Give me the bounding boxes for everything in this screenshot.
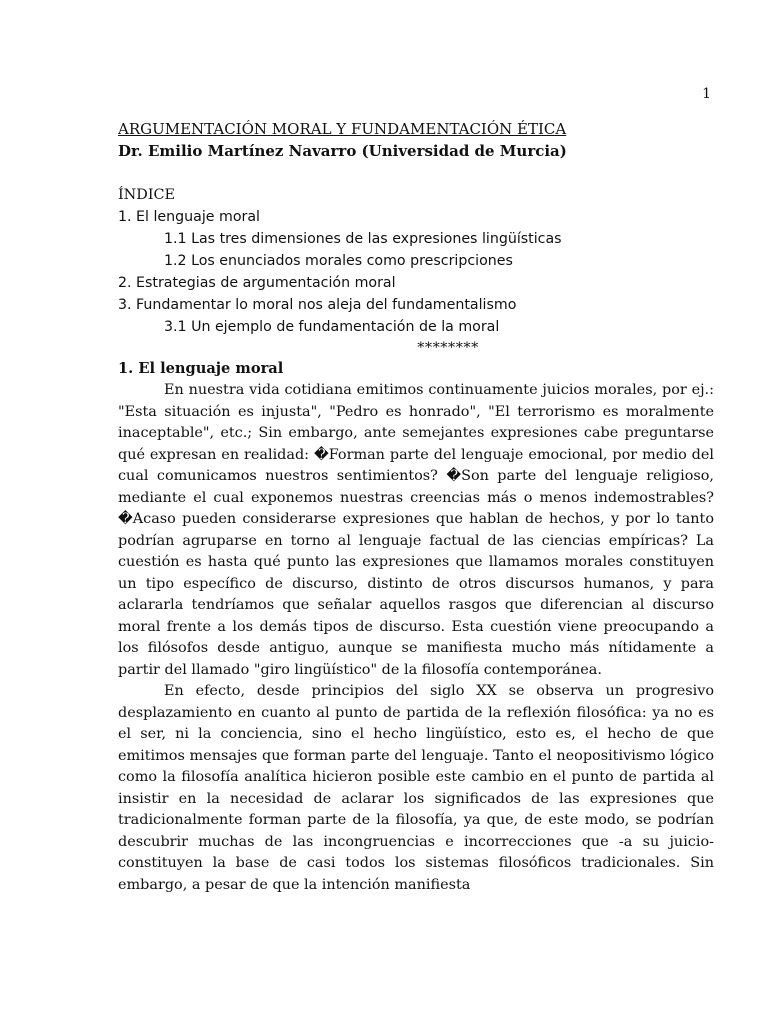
document-author: Dr. Emilio Martínez Navarro (Universidad de Murcia): [118, 142, 567, 160]
toc-item: 3. Fundamentar lo moral nos aleja del fundamentalismo: [118, 297, 517, 313]
table-of-contents: [118, 206, 714, 338]
index-heading: ÍNDICE: [118, 187, 176, 203]
toc-subitem: 1.1 Las tres dimensiones de las expresiones lingüísticas: [164, 231, 562, 247]
section-separator: ********: [417, 340, 479, 356]
page-number: 1: [702, 86, 711, 102]
section-heading: 1. El lenguaje moral: [118, 360, 284, 377]
document-body: [118, 118, 714, 896]
toc-item: 1. El lenguaje moral: [118, 209, 260, 225]
body-paragraph: En efecto, desde principios del siglo XX se observa un progresivo desplazamiento en cuanto al punto de partida de la reflexión filosófica: ya no es el ser, ni la conciencia, sino el hecho lingüístico, esto es, el hecho de que emitimos mensajes que forman parte del lenguaje. Tanto el neopositivismo lógico como la filosofía analítica hicieron posible este cambio en el punto de partida al insistir en la necesidad de aclarar los significados de las expresiones que tradicionalmente forman parte de la filosofía, ya que, de este modo, se podrían descubrir muchas de las incongruencias e incorrecciones que -a su juicio- constituyen la base de casi todos los sistemas filosóficos tradicionales. Sin embargo, a pesar de que la intención manifiesta: [118, 683, 714, 893]
body-paragraph: En nuestra vida cotidiana emitimos continuamente juicios morales, por ej.: "Esta situación es injusta", "Pedro es honrado", "El terrorismo es moralmente inaceptable", etc.; Sin embargo, ante semejantes expresiones cabe preguntarse qué expresan en realidad: �Forman parte del lenguaje emocional, por medio del cual comunicamos nuestros sentimientos? �Son parte del lenguaje religioso, mediante el cual exponemos nuestras creencias más o menos indemostrables? �Acaso pueden considerarse expresiones que hablan de hechos, y por lo tanto podrían agruparse en torno al lenguaje factual de las ciencias empíricas? La cuestión es hasta qué punto las expresiones que llamamos morales constituyen un tipo específico de discurso, distinto de otros discursos humanos, y para aclararla tendríamos que señalar aquellos rasgos que diferencian al discurso moral frente a los demás tipos de discurso. Esta cuestión viene preocupando a los filósofos desde antiguo, aunque se manifiesta mucho más nítidamente a partir del llamado "giro lingüístico" de la filosofía contemporánea.: [118, 382, 714, 678]
toc-subitem: 3.1 Un ejemplo de fundamentación de la moral: [164, 319, 500, 335]
document-title: ARGUMENTACIÓN MORAL Y FUNDAMENTACIÓN ÉTICA: [118, 120, 567, 138]
toc-item: 2. Estrategias de argumentación moral: [118, 275, 396, 291]
toc-subitem: 1.2 Los enunciados morales como prescripciones: [164, 253, 513, 269]
